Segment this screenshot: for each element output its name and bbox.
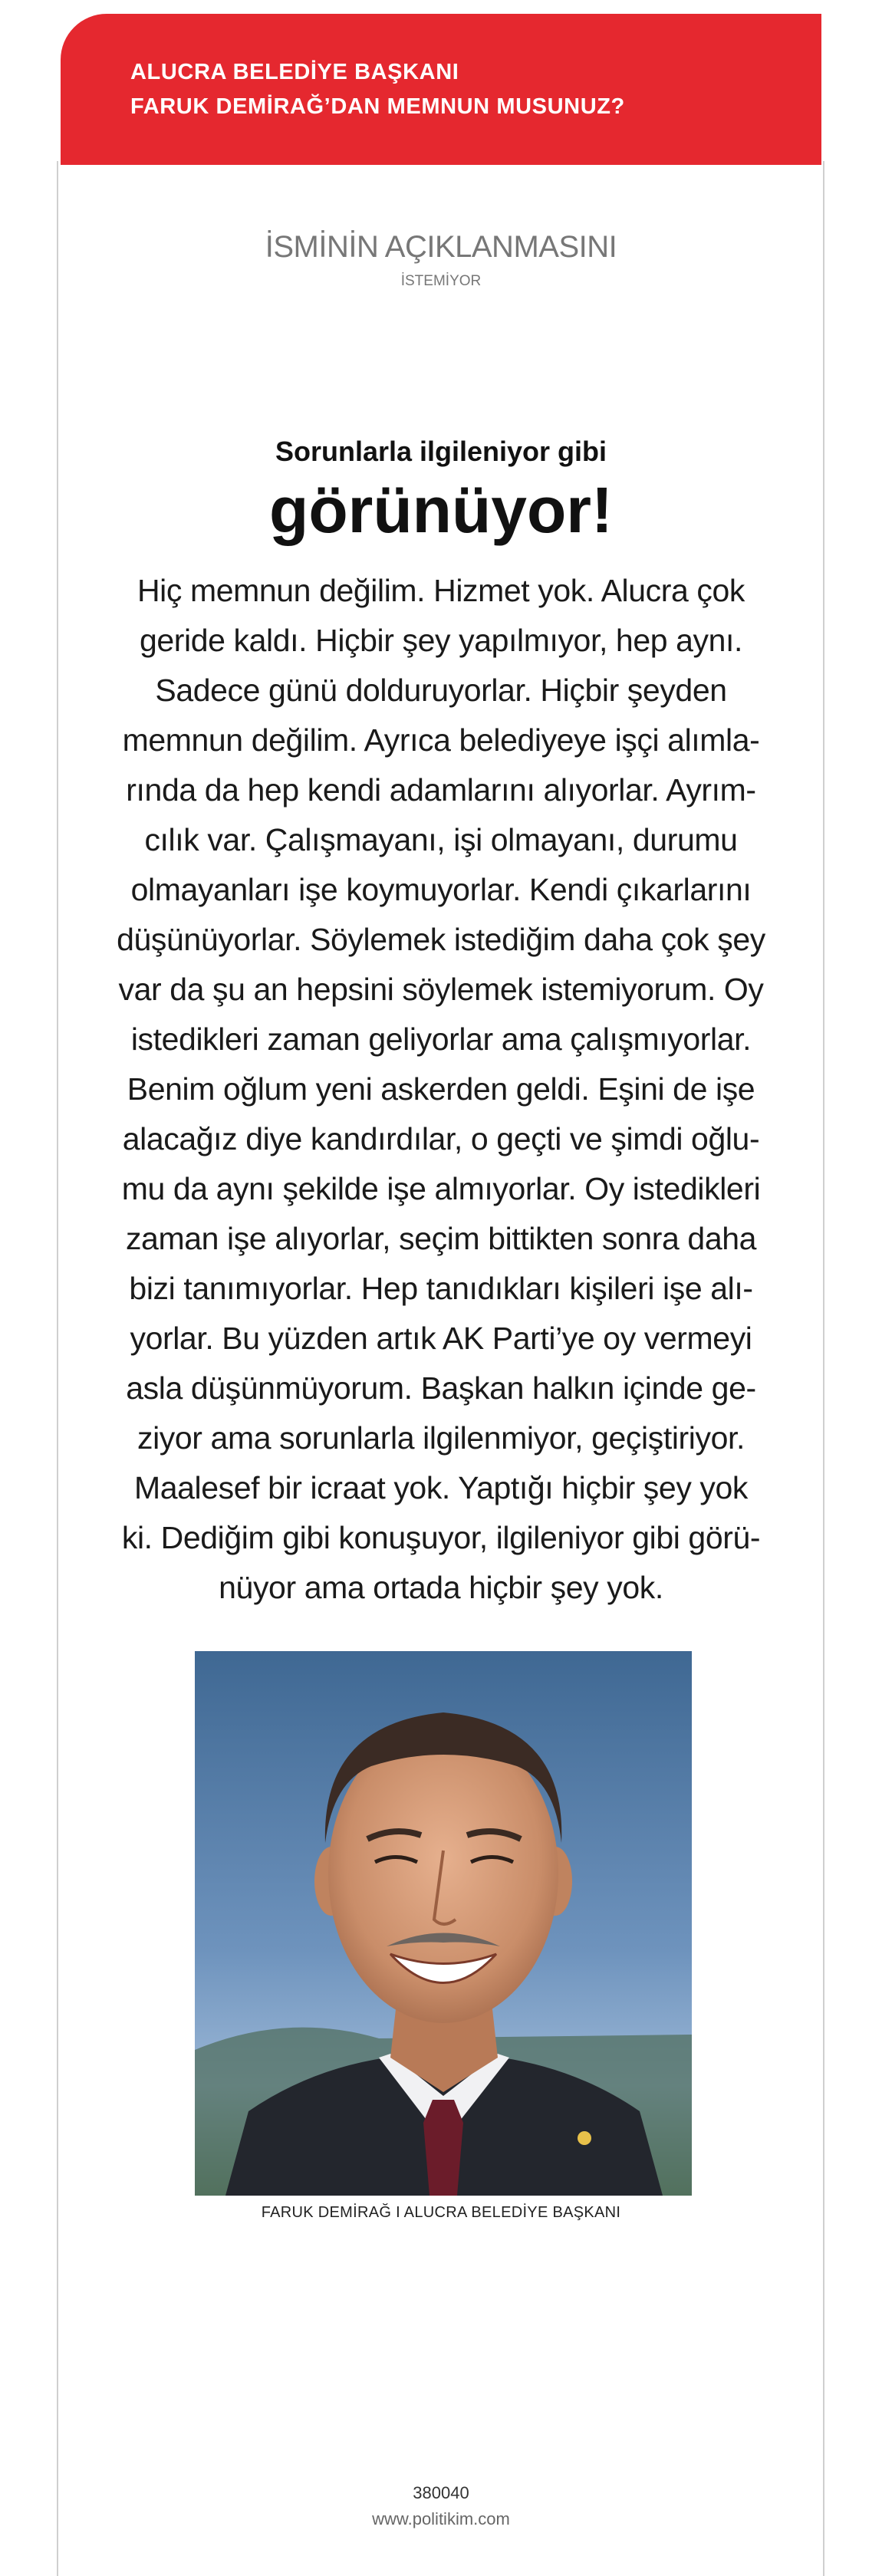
body-line: ziyor ama sorunlarla ilgilenmiyor, geçiştiriyor. (137, 1420, 745, 1456)
body-line: asla düşünmüyorum. Başkan halkın içinde ge- (126, 1370, 756, 1406)
respondent-name-line-1: İSMİNİN AÇIKLANMASINI (265, 230, 617, 264)
footer-code: 380040 (413, 2483, 469, 2502)
body-line: yorlar. Bu yüzden artık AK Parti’ye oy vermeyi (130, 1321, 752, 1356)
banner-title-line-2: FARUK DEMİRAĞ’DAN MEMNUN MUSUNUZ? (130, 94, 625, 119)
body-line: Maalesef bir icraat yok. Yaptığı hiçbir şey yok (133, 1470, 749, 1505)
body-line: alacağız diye kandırdılar, o geçti ve şimdi oğlu- (122, 1121, 760, 1156)
body-line: Sadece günü dolduruyorlar. Hiçbir şeyden (155, 673, 727, 708)
body-line: olmayanları işe koymuyorlar. Kendi çıkarlarını (130, 872, 752, 907)
respondent-name-line-2: İSTEMİYOR (400, 273, 482, 289)
headline-kicker: Sorunlarla ilgileniyor gibi (275, 436, 607, 467)
body-line: memnun değilim. Ayrıca belediyeye işçi alımla- (122, 722, 760, 758)
article-body (115, 566, 767, 1613)
body-line: rında da hep kendi adamlarını alıyorlar. Ayrım- (126, 772, 756, 808)
body-line: ki. Dediğim gibi konuşuyor, ilgileniyor gibi görü- (121, 1520, 761, 1555)
body-line: cılık var. Çalışmayanı, işi olmayanı, durumu (144, 822, 738, 857)
body-line: Hiç memnun değilim. Hizmet yok. Alucra çok (137, 573, 745, 608)
body-line: istedikleri zaman geliyorlar ama çalışmıyorlar. (130, 1022, 752, 1057)
body-line: var da şu an hepsini söylemek istemiyorum. Oy (118, 972, 764, 1007)
body-line: mu da aynı şekilde işe almıyorlar. Oy istedikleri (121, 1171, 761, 1206)
banner-title-line-1: ALUCRA BELEDİYE BAŞKANI (130, 60, 459, 84)
photo-caption: FARUK DEMİRAĞ I ALUCRA BELEDİYE BAŞKANI (261, 2204, 621, 2221)
body-line: geride kaldı. Hiçbir şey yapılmıyor, hep aynı. (139, 623, 743, 658)
headline-main: görünüyor! (269, 474, 613, 546)
body-line: nüyor ama ortada hiçbir şey yok. (219, 1570, 663, 1605)
body-line: Benim oğlum yeni askerden geldi. Eşini de işe (127, 1071, 755, 1107)
footer-url: www.politikim.com (372, 2509, 510, 2528)
body-line: zaman işe alıyorlar, seçim bittikten sonra daha (125, 1221, 757, 1256)
portrait-photo (195, 1651, 692, 2196)
body-line: düşünüyorlar. Söylemek istediğim daha çok şey (117, 922, 765, 957)
banner-title (130, 55, 625, 124)
body-line: bizi tanımıyorlar. Hep tanıdıkları kişileri işe alı- (129, 1271, 753, 1306)
